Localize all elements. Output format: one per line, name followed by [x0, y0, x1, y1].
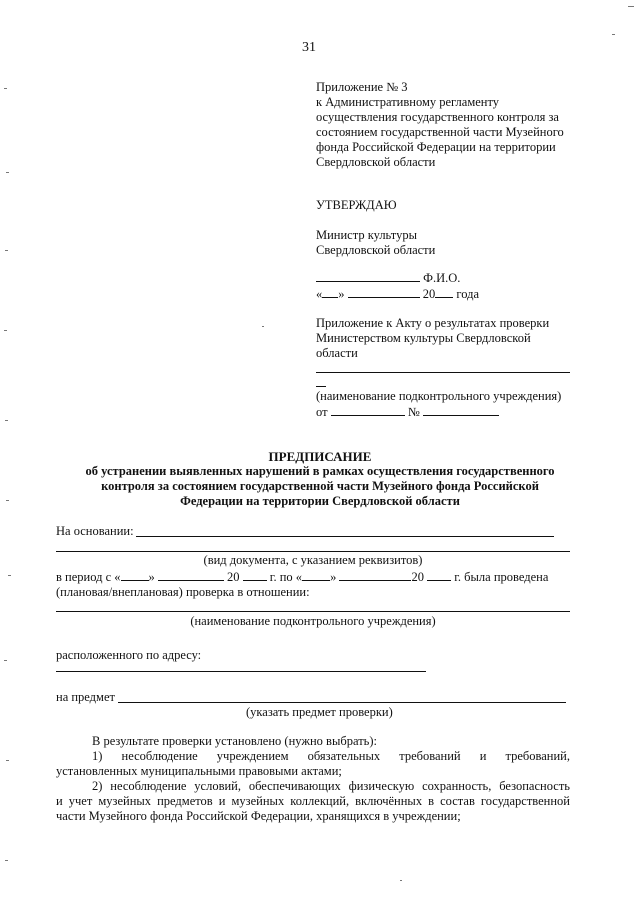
subject-caption: (указать предмет проверки): [246, 705, 393, 719]
day-from-blank: [121, 569, 149, 581]
institution-blank-line-short: [316, 386, 326, 387]
doc-caption: (вид документа, с указанием реквизитов): [203, 553, 423, 567]
institution-blank-line: [316, 372, 570, 373]
from-label: от: [316, 405, 328, 419]
document-subtitle: контроля за состоянием государственной части Музейного фонда Российской: [101, 479, 539, 493]
scan-speck: [5, 860, 8, 861]
scan-speck: [628, 6, 634, 7]
period-to-label: г. по «: [269, 570, 303, 584]
basis-blank: [136, 536, 554, 537]
finding-item-2-end: части Музейного фонда Российской Федерации, хранящихся в учреждении;: [56, 809, 461, 823]
quote-close: »: [330, 570, 337, 584]
scan-speck: [612, 34, 615, 35]
finding-item-1-cont: установленных муниципальными правовыми актами;: [56, 764, 342, 778]
approve-title: УТВЕРЖДАЮ: [316, 198, 397, 212]
signature-line: [316, 270, 460, 287]
address-blank: [56, 671, 426, 672]
document-title: ПРЕДПИСАНИЕ: [268, 449, 372, 464]
month-from-blank: [158, 569, 224, 581]
number-label: №: [407, 405, 420, 419]
finding-item-2: 2) несоблюдение условий, обеспечивающих физическую сохранность, безопасность: [92, 779, 570, 793]
scan-speck: [4, 88, 7, 89]
scan-speck: [262, 326, 264, 327]
scan-speck: [400, 880, 402, 881]
day-to-blank: [302, 569, 330, 581]
institution-blank: [56, 611, 570, 612]
approver-position: Свердловской области: [316, 243, 436, 257]
year-from-blank: [243, 569, 267, 581]
day-blank: [322, 286, 338, 298]
appendix-line: состоянием государственной части Музейного: [316, 125, 564, 139]
appendix-line: фонда Российской Федерации на территории: [316, 140, 556, 154]
findings-intro: В результате проверки установлено (нужно выбрать):: [92, 734, 377, 748]
year-blank: [435, 286, 453, 298]
act-appendix-line: Министерством культуры Свердловской: [316, 331, 531, 345]
period-from-label: в период с «: [56, 570, 121, 584]
scan-speck: [6, 172, 9, 173]
year-from-prefix: 20: [227, 570, 240, 584]
year-prefix: 20: [422, 287, 436, 301]
appendix-line: Приложение № 3: [316, 80, 408, 94]
document-subtitle: об устранении выявленных нарушений в рамках осуществления государственного: [85, 464, 555, 478]
address-label: расположенного по адресу:: [56, 648, 202, 662]
period-line: [56, 569, 570, 586]
finding-item-1: 1) несоблюдение учреждением обязательных требований и требований,: [92, 749, 570, 763]
quote-open: «: [316, 287, 323, 301]
act-number-blank: [423, 404, 499, 416]
signature-blank: [316, 270, 420, 282]
fio-label: Ф.И.О.: [423, 271, 461, 285]
institution-caption-form: (наименование подконтрольного учреждения): [190, 614, 436, 628]
year-word: года: [456, 287, 479, 301]
scan-speck: [6, 760, 9, 761]
basis-blank-2: [56, 551, 570, 552]
scan-speck: [8, 575, 11, 576]
scan-speck: [5, 250, 8, 251]
subject-label: на предмет: [56, 690, 115, 704]
approval-date-line: [316, 286, 479, 303]
appendix-line: к Административному регламенту: [316, 95, 500, 109]
conducted-label: г. была проведена: [454, 570, 549, 584]
basis-label: На основании:: [56, 524, 134, 538]
scan-speck: [4, 660, 7, 661]
month-to-blank: [339, 569, 411, 581]
finding-item-2-cont: и учет музейных предметов и музейных коллекций, включённых в состав государственной: [56, 794, 570, 808]
appendix-line: осуществления государственного контроля за: [316, 110, 559, 124]
scan-speck: [4, 330, 7, 331]
scan-speck: [5, 420, 8, 421]
act-appendix-line: Приложение к Акту о результатах проверки: [316, 316, 550, 330]
appendix-line: Свердловской области: [316, 155, 436, 169]
subject-blank: [118, 702, 566, 703]
scan-speck: [6, 500, 9, 501]
quote-close: »: [338, 287, 345, 301]
month-blank: [348, 286, 420, 298]
approver-position: Министр культуры: [316, 228, 417, 242]
year-to-blank: [427, 569, 451, 581]
check-type: (плановая/внеплановая) проверка в отношении:: [56, 585, 310, 599]
act-date-blank: [331, 404, 405, 416]
act-appendix-line: области: [316, 346, 358, 360]
quote-close: »: [148, 570, 155, 584]
year-to-prefix: 20: [411, 570, 424, 584]
page-number: 31: [302, 40, 316, 55]
act-date-number-line: [316, 404, 499, 421]
document-subtitle: Федерации на территории Свердловской области: [180, 494, 460, 508]
institution-caption: (наименование подконтрольного учреждения): [316, 389, 562, 403]
